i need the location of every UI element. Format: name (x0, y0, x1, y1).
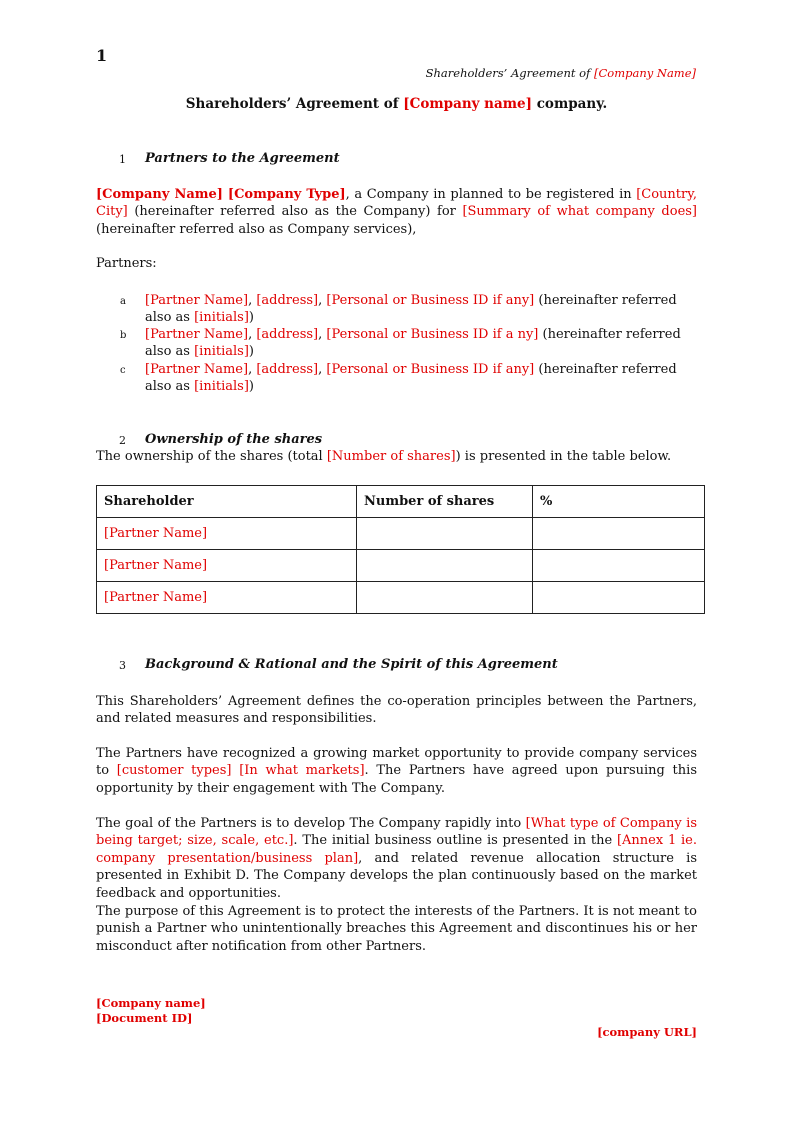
running-header (426, 66, 696, 80)
id-placeholder: [Personal or Business ID if a ny] (326, 327, 539, 342)
table-cell-shareholder: [Partner Name] (97, 582, 357, 614)
table-cell-shares (357, 582, 533, 614)
partners-label: Partners: (96, 256, 157, 271)
paragraph-text: , and related revenue allocation structure is presented in Exhibit D. The Company develops the plan continuously based on the market feedback and opportunities. (96, 850, 698, 901)
section-2-heading: Ownership of the shares (145, 432, 323, 447)
location-placeholder: [Country, City] (96, 187, 697, 220)
partner-name-placeholder: [Partner Name] (145, 362, 249, 377)
column-header-number-of-shares: Number of shares (357, 486, 533, 518)
paragraph-text: . The initial business outline is presented in the (293, 833, 617, 849)
section-1-paragraph (96, 186, 697, 238)
paragraph-text: (hereinafter referred also as the Company) for (127, 204, 463, 220)
section-1-heading: Partners to the Agreement (145, 151, 340, 166)
column-header-shareholder: Shareholder (97, 486, 357, 518)
id-placeholder: [Personal or Business ID if any] (326, 293, 535, 308)
list-item-text: (hereinafter referred also as (145, 293, 677, 326)
paragraph-text: (hereinafter referred also as Company services), (96, 221, 417, 237)
list-marker: c (120, 365, 126, 376)
company-type-target-placeholder: [What type of Company is being target; size, scale, etc.] (96, 816, 697, 849)
footer-company-url: [company URL] (597, 1025, 697, 1039)
ownership-intro (96, 449, 671, 464)
section-3-paragraph-2 (96, 745, 697, 797)
partner-name-placeholder: [Partner Name] (145, 293, 249, 308)
table-cell-percent (533, 550, 705, 582)
initials-placeholder: [initials] (194, 344, 249, 360)
table-cell-shares (357, 550, 533, 582)
annex-placeholder: [Annex 1 ie. company presentation/business plan] (96, 833, 698, 866)
section-1-number: 1 (119, 153, 126, 166)
address-placeholder: [address] (256, 327, 319, 342)
title-suffix: company. (532, 96, 608, 112)
list-item-partner-b: [Partner Name], [address], [Personal or Business ID if a ny] (hereinafter referred also as [initials]) (145, 327, 681, 360)
section-3-heading: Background & Rational and the Spirit of this Agreement (145, 657, 558, 672)
initials-placeholder: [initials] (194, 379, 249, 395)
ownership-intro-text: The ownership of the shares (total (96, 449, 327, 464)
list-item-text: (hereinafter referred also as (145, 327, 681, 360)
partner-name-placeholder: [Partner Name] (145, 327, 249, 342)
table-row (97, 518, 705, 550)
company-name-type-placeholder: [Company Name] [Company Type] (96, 187, 346, 202)
table-cell-shares (357, 518, 533, 550)
table-header-row (97, 486, 705, 518)
paragraph-text: The Partners have recognized a growing market opportunity to provide company services to (96, 746, 697, 779)
list-item-text: (hereinafter referred also as (145, 362, 677, 395)
list-item-partner-c: [Partner Name], [address], [Personal or Business ID if any] (hereinafter referred also as [initials]) (145, 362, 677, 395)
table-cell-percent (533, 518, 705, 550)
footer-document-id: [Document ID] (96, 1011, 193, 1025)
section-3-paragraph-3 (96, 815, 697, 902)
number-of-shares-placeholder: [Number of shares] (326, 449, 456, 464)
customer-types-placeholder: [customer types] [In what markets] (116, 763, 365, 779)
table-cell-shareholder: [Partner Name] (97, 550, 357, 582)
list-marker: a (120, 296, 126, 307)
table-row (97, 550, 705, 582)
section-2-number: 2 (119, 434, 126, 447)
table-row (97, 582, 705, 614)
running-header-prefix: Shareholders’ Agreement of (425, 66, 594, 80)
column-header-percent: % (533, 486, 705, 518)
page-number: 1 (96, 46, 108, 65)
title-prefix: Shareholders’ Agreement of (185, 96, 404, 112)
shares-table (96, 485, 705, 614)
address-placeholder: [address] (256, 293, 319, 308)
summary-placeholder: [Summary of what company does] (462, 204, 698, 220)
paragraph-text: . The Partners have agreed upon pursuing this opportunity by their engagement with The Company. (96, 763, 697, 796)
list-marker: b (120, 330, 127, 341)
address-placeholder: [address] (256, 362, 319, 377)
list-item-partner-a: [Partner Name], [address], [Personal or Business ID if any] (hereinafter referred also as [initials]) (145, 293, 677, 326)
paragraph-text: , a Company in planned to be registered in (345, 187, 637, 202)
section-3-number: 3 (119, 659, 126, 672)
title-placeholder: [Company name] (403, 96, 533, 112)
paragraph-text: The goal of the Partners is to develop The Company rapidly into (96, 816, 526, 831)
id-placeholder: [Personal or Business ID if any] (326, 362, 535, 377)
running-header-placeholder: [Company Name] (593, 66, 696, 80)
footer-company-name: [Company name] (96, 996, 206, 1010)
section-3-paragraph-4: The purpose of this Agreement is to protect the interests of the Partners. It is not meant to punish a Partner who unintentionally breaches this Agreement and discontinues his or her misconduct after notification from other Partners. (96, 904, 697, 954)
document-title (96, 96, 697, 112)
ownership-intro-text: ) is presented in the table below. (455, 449, 672, 464)
table-cell-percent (533, 582, 705, 614)
table-cell-shareholder: [Partner Name] (97, 518, 357, 550)
section-3-paragraph-1: This Shareholders’ Agreement defines the co-operation principles between the Partners, and related measures and responsibilities. (96, 694, 697, 727)
initials-placeholder: [initials] (194, 310, 249, 326)
